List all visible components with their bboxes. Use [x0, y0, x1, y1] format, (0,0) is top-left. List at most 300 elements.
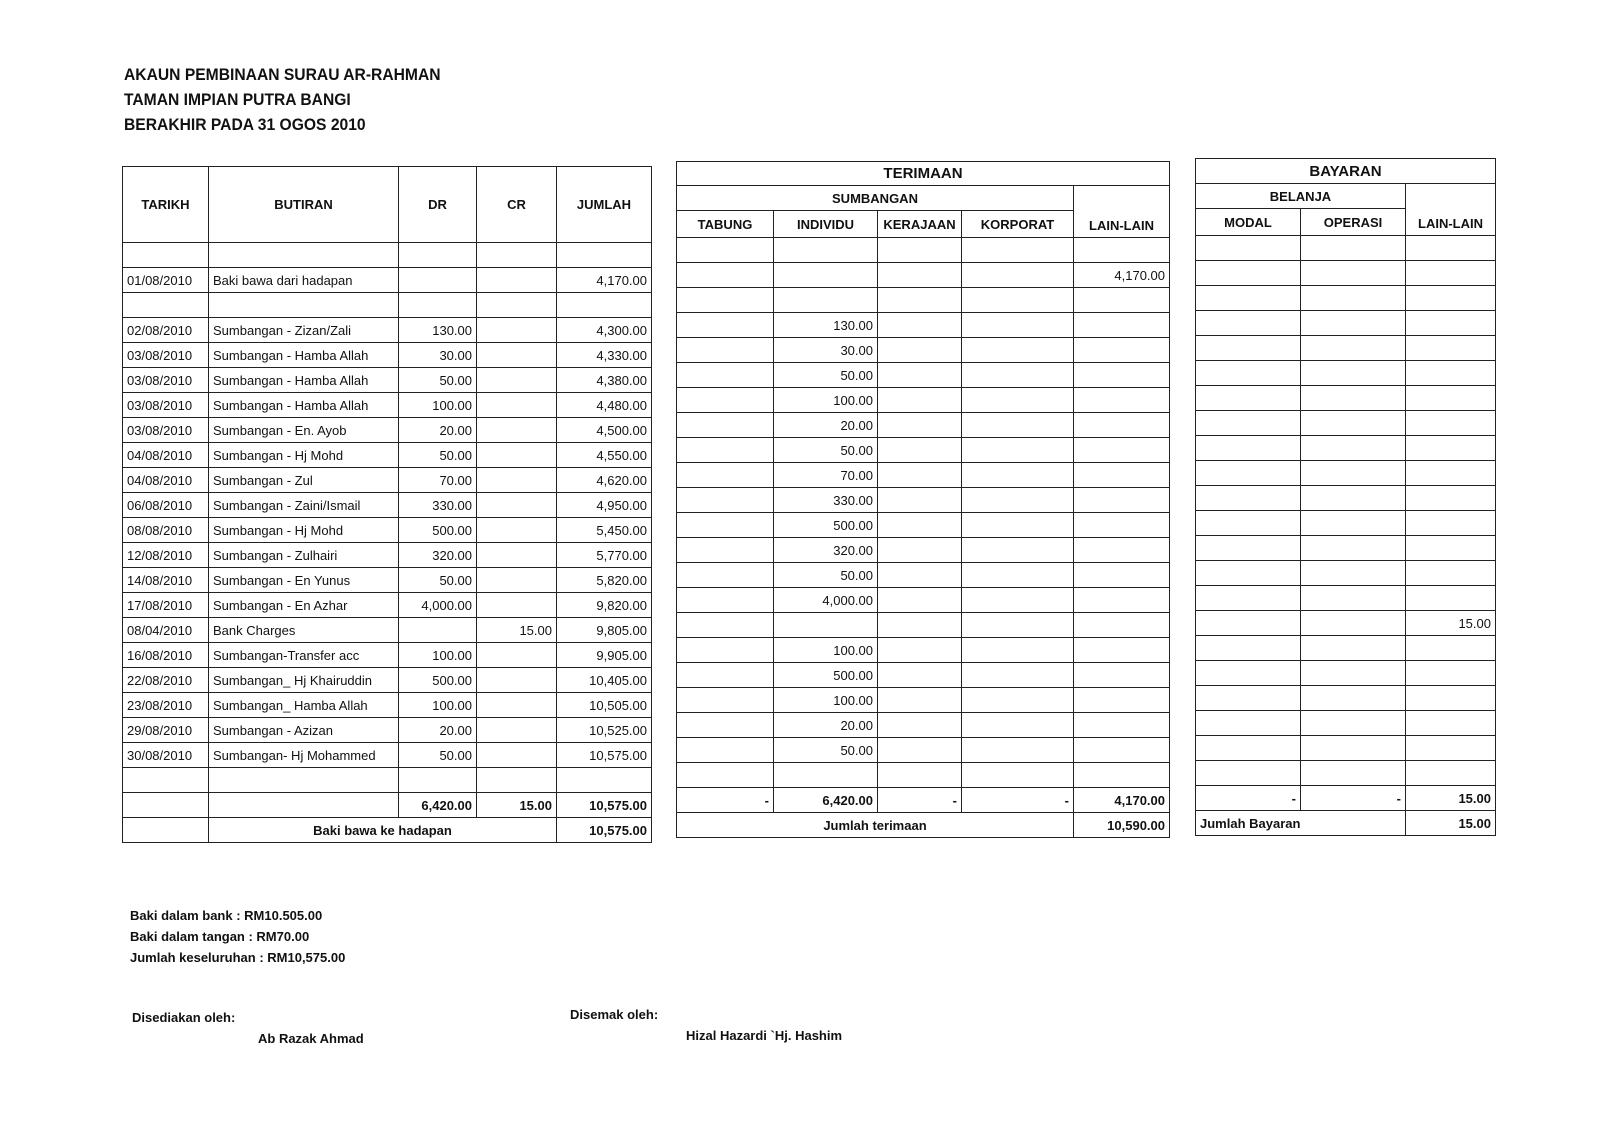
cell-operasi [1301, 661, 1406, 686]
table-row [1196, 711, 1496, 736]
table-row [677, 713, 1170, 738]
cell-tabung [677, 413, 774, 438]
cell-jumlah: 9,805.00 [557, 618, 652, 643]
cell-individu: 500.00 [774, 513, 878, 538]
cell-modal [1196, 736, 1301, 761]
cell-tarikh: 02/08/2010 [123, 318, 209, 343]
cell-kerajaan [878, 738, 962, 763]
cell-tabung [677, 438, 774, 463]
total-tabung: - [677, 788, 774, 813]
cell-tabung [677, 338, 774, 363]
table-row [677, 563, 1170, 588]
cell-jumlah: 4,480.00 [557, 393, 652, 418]
cell-lain-terimaan [1074, 238, 1170, 263]
col-modal: MODAL [1196, 209, 1301, 236]
cell-tarikh: 08/08/2010 [123, 518, 209, 543]
cell-tabung [677, 388, 774, 413]
total-modal: - [1196, 786, 1301, 811]
cell-lain-terimaan [1074, 638, 1170, 663]
table-row [123, 343, 652, 368]
cell-kerajaan [878, 363, 962, 388]
cell-kerajaan [878, 763, 962, 788]
cell-lain-bayaran: 15.00 [1406, 611, 1496, 636]
cell-jumlah: 4,380.00 [557, 368, 652, 393]
baki-value: 10,575.00 [557, 818, 652, 843]
cell-lain-terimaan [1074, 738, 1170, 763]
cell-tarikh: 14/08/2010 [123, 568, 209, 593]
table-row [123, 743, 652, 768]
cell-butiran [209, 293, 399, 318]
table-row [123, 718, 652, 743]
cell-cr: 15.00 [477, 618, 557, 643]
cell-lain-terimaan [1074, 363, 1170, 388]
cell-tarikh: 23/08/2010 [123, 693, 209, 718]
cell-modal [1196, 461, 1301, 486]
cell-butiran: Bank Charges [209, 618, 399, 643]
cell-individu: 320.00 [774, 538, 878, 563]
jumlah-terimaan-label: Jumlah terimaan [677, 813, 1074, 838]
cell-cr [477, 543, 557, 568]
cell-modal [1196, 286, 1301, 311]
cell-dr: 320.00 [399, 543, 477, 568]
cell-korporat [962, 413, 1074, 438]
cell-cr [477, 368, 557, 393]
table-row [1196, 461, 1496, 486]
cell-lain-bayaran [1406, 636, 1496, 661]
cell-dr: 50.00 [399, 568, 477, 593]
cell-dr [399, 293, 477, 318]
cell-lain-terimaan [1074, 663, 1170, 688]
cell-operasi [1301, 461, 1406, 486]
cell-modal [1196, 536, 1301, 561]
cell-operasi [1301, 561, 1406, 586]
table-row [677, 638, 1170, 663]
cell-korporat [962, 738, 1074, 763]
cell-cr [477, 593, 557, 618]
cell-operasi [1301, 436, 1406, 461]
cell-lain-bayaran [1406, 686, 1496, 711]
table-row [677, 438, 1170, 463]
cell-lain-bayaran [1406, 311, 1496, 336]
table-row [1196, 386, 1496, 411]
cell-dr [399, 618, 477, 643]
cell-butiran: Sumbangan_ Hamba Allah [209, 693, 399, 718]
cell-operasi [1301, 411, 1406, 436]
table-row [677, 263, 1170, 288]
cell-operasi [1301, 311, 1406, 336]
cell-individu: 50.00 [774, 363, 878, 388]
cell-dr: 500.00 [399, 668, 477, 693]
cell-tarikh: 01/08/2010 [123, 268, 209, 293]
cell-kerajaan [878, 688, 962, 713]
total-individu: 6,420.00 [774, 788, 878, 813]
table-row [123, 593, 652, 618]
cell-operasi [1301, 336, 1406, 361]
cell-dr: 4,000.00 [399, 593, 477, 618]
cell-individu [774, 288, 878, 313]
table-row [677, 363, 1170, 388]
table-row [123, 318, 652, 343]
col-individu: INDIVIDU [774, 211, 878, 238]
cell-lain-bayaran [1406, 761, 1496, 786]
baki-label: Baki bawa ke hadapan [209, 818, 557, 843]
table-row [123, 368, 652, 393]
cell-kerajaan [878, 463, 962, 488]
cell-jumlah: 9,905.00 [557, 643, 652, 668]
cell-korporat [962, 713, 1074, 738]
col-jumlah: JUMLAH [557, 167, 652, 243]
cell-lain-bayaran [1406, 561, 1496, 586]
cell-butiran [209, 768, 399, 793]
cell-jumlah: 10,525.00 [557, 718, 652, 743]
cell-korporat [962, 388, 1074, 413]
cell-individu: 100.00 [774, 638, 878, 663]
cell-lain-terimaan [1074, 513, 1170, 538]
table-row [677, 388, 1170, 413]
terimaan-header: TERIMAAN [677, 162, 1170, 186]
cell-tarikh: 03/08/2010 [123, 343, 209, 368]
table-row [123, 443, 652, 468]
cell-butiran: Sumbangan - En Yunus [209, 568, 399, 593]
terimaan-table [676, 161, 1170, 838]
table-row [1196, 636, 1496, 661]
cell-kerajaan [878, 288, 962, 313]
cell-cr [477, 343, 557, 368]
cell-kerajaan [878, 638, 962, 663]
cell-dr: 500.00 [399, 518, 477, 543]
cell-korporat [962, 488, 1074, 513]
cell-individu: 70.00 [774, 463, 878, 488]
cell-kerajaan [878, 488, 962, 513]
cell-korporat [962, 263, 1074, 288]
cell-butiran: Sumbangan - Zulhairi [209, 543, 399, 568]
cell-tarikh: 12/08/2010 [123, 543, 209, 568]
cell-butiran: Sumbangan - Zul [209, 468, 399, 493]
bayaran-table [1195, 158, 1496, 836]
table-row [1196, 611, 1496, 636]
cell-tarikh: 04/08/2010 [123, 468, 209, 493]
ledger-table [122, 166, 652, 843]
cell-individu [774, 263, 878, 288]
cell-lain-bayaran [1406, 436, 1496, 461]
cell-kerajaan [878, 538, 962, 563]
cell-cr [477, 268, 557, 293]
cell-operasi [1301, 761, 1406, 786]
table-row [1196, 436, 1496, 461]
cell-lain-terimaan [1074, 488, 1170, 513]
cell-tarikh [123, 768, 209, 793]
cell-dr: 30.00 [399, 343, 477, 368]
cell-butiran: Sumbangan-Transfer acc [209, 643, 399, 668]
cell-tabung [677, 238, 774, 263]
cell-korporat [962, 438, 1074, 463]
cell-lain-terimaan [1074, 313, 1170, 338]
cell-individu: 20.00 [774, 413, 878, 438]
cell-modal [1196, 261, 1301, 286]
cell-lain-bayaran [1406, 336, 1496, 361]
cell-dr: 50.00 [399, 368, 477, 393]
total-lain-bayaran: 15.00 [1406, 786, 1496, 811]
cell-lain-terimaan: 4,170.00 [1074, 263, 1170, 288]
table-row [123, 418, 652, 443]
cell-tarikh: 08/04/2010 [123, 618, 209, 643]
cell-lain-terimaan [1074, 613, 1170, 638]
cell-tabung [677, 313, 774, 338]
cell-butiran: Baki bawa dari hadapan [209, 268, 399, 293]
total-lain-terimaan: 4,170.00 [1074, 788, 1170, 813]
cell-jumlah: 4,500.00 [557, 418, 652, 443]
cell-tabung [677, 363, 774, 388]
cell-cr [477, 293, 557, 318]
cell-lain-terimaan [1074, 763, 1170, 788]
cell-modal [1196, 436, 1301, 461]
cell-korporat [962, 513, 1074, 538]
cell-korporat [962, 588, 1074, 613]
cell-individu [774, 613, 878, 638]
cell-individu: 100.00 [774, 388, 878, 413]
table-row [1196, 361, 1496, 386]
cell-modal [1196, 661, 1301, 686]
cell-dr: 20.00 [399, 718, 477, 743]
cell-kerajaan [878, 438, 962, 463]
table-row [123, 293, 652, 318]
cell-butiran: Sumbangan - Zaini/Ismail [209, 493, 399, 518]
cell-korporat [962, 313, 1074, 338]
cell-korporat [962, 638, 1074, 663]
cell-lain-bayaran [1406, 536, 1496, 561]
cell-tabung [677, 688, 774, 713]
cell-dr [399, 768, 477, 793]
cell-tabung [677, 588, 774, 613]
cell-kerajaan [878, 513, 962, 538]
cell-butiran: Sumbangan - En Azhar [209, 593, 399, 618]
cell-cr [477, 643, 557, 668]
cell-cr [477, 468, 557, 493]
note-tangan: Baki dalam tangan : RM70.00 [130, 929, 310, 944]
document-title [124, 62, 441, 137]
col-dr: DR [399, 167, 477, 243]
col-operasi: OPERASI [1301, 209, 1406, 236]
cell-dr: 130.00 [399, 318, 477, 343]
cell-jumlah: 4,170.00 [557, 268, 652, 293]
cell-operasi [1301, 711, 1406, 736]
table-row [1196, 736, 1496, 761]
table-row [677, 763, 1170, 788]
cell-operasi [1301, 361, 1406, 386]
cell-individu [774, 763, 878, 788]
cell-lain-bayaran [1406, 286, 1496, 311]
cell-jumlah [557, 293, 652, 318]
cell-lain-bayaran [1406, 586, 1496, 611]
cell-jumlah: 4,300.00 [557, 318, 652, 343]
cell-korporat [962, 688, 1074, 713]
cell-lain-bayaran [1406, 711, 1496, 736]
cell-cr [477, 568, 557, 593]
cell-cr [477, 443, 557, 468]
cell-butiran: Sumbangan - Azizan [209, 718, 399, 743]
bayaran-header: BAYARAN [1196, 159, 1496, 184]
cell-jumlah: 10,505.00 [557, 693, 652, 718]
cell-tabung [677, 288, 774, 313]
table-row [677, 313, 1170, 338]
table-row [1196, 236, 1496, 261]
cell-cr [477, 768, 557, 793]
cell-tarikh: 06/08/2010 [123, 493, 209, 518]
table-row [1196, 761, 1496, 786]
table-row [1196, 311, 1496, 336]
cell-cr [477, 318, 557, 343]
cell-korporat [962, 763, 1074, 788]
total-kerajaan: - [878, 788, 962, 813]
cell-lain-terimaan [1074, 563, 1170, 588]
table-row [123, 268, 652, 293]
cell-butiran: Sumbangan - Zizan/Zali [209, 318, 399, 343]
total-cr: 15.00 [477, 793, 557, 818]
cell-individu: 30.00 [774, 338, 878, 363]
table-row [123, 618, 652, 643]
cell-tarikh [123, 293, 209, 318]
cell-dr: 70.00 [399, 468, 477, 493]
cell-tabung [677, 613, 774, 638]
cell-jumlah [557, 243, 652, 268]
cell-cr [477, 693, 557, 718]
cell-jumlah: 5,770.00 [557, 543, 652, 568]
table-row [677, 288, 1170, 313]
note-keseluruhan: Jumlah keseluruhan : RM10,575.00 [130, 950, 346, 965]
cell-tabung [677, 713, 774, 738]
cell-operasi [1301, 536, 1406, 561]
cell-lain-terimaan [1074, 463, 1170, 488]
cell-modal [1196, 611, 1301, 636]
cell-jumlah: 4,550.00 [557, 443, 652, 468]
cell-modal [1196, 361, 1301, 386]
cell-jumlah: 5,820.00 [557, 568, 652, 593]
cell-individu: 4,000.00 [774, 588, 878, 613]
cell-tarikh: 16/08/2010 [123, 643, 209, 668]
cell-modal [1196, 636, 1301, 661]
cell-tabung [677, 488, 774, 513]
table-row [1196, 536, 1496, 561]
cell-operasi [1301, 686, 1406, 711]
table-row [123, 643, 652, 668]
cell-individu: 100.00 [774, 688, 878, 713]
title-line-3: BERAKHIR PADA 31 OGOS 2010 [124, 115, 366, 134]
table-row [677, 513, 1170, 538]
table-row [123, 543, 652, 568]
table-row [123, 568, 652, 593]
cell-operasi [1301, 586, 1406, 611]
table-row [1196, 411, 1496, 436]
cell-korporat [962, 663, 1074, 688]
cell-butiran: Sumbangan- Hj Mohammed [209, 743, 399, 768]
jumlah-terimaan-value: 10,590.00 [1074, 813, 1170, 838]
cell-butiran: Sumbangan - Hamba Allah [209, 368, 399, 393]
cell-kerajaan [878, 263, 962, 288]
table-row [677, 488, 1170, 513]
balance-notes [130, 905, 345, 968]
cell-lain-terimaan [1074, 688, 1170, 713]
cell-modal [1196, 561, 1301, 586]
cell-modal [1196, 486, 1301, 511]
checked-label: Disemak oleh: [570, 1007, 659, 1022]
table-row [123, 468, 652, 493]
belanja-header: BELANJA [1196, 184, 1406, 209]
cell-tabung [677, 463, 774, 488]
cell-jumlah: 5,450.00 [557, 518, 652, 543]
prepared-label: Disediakan oleh: [132, 1010, 236, 1025]
cell-modal [1196, 336, 1301, 361]
cell-tarikh: 22/08/2010 [123, 668, 209, 693]
cell-kerajaan [878, 713, 962, 738]
total-jumlah: 10,575.00 [557, 793, 652, 818]
cell-tarikh: 29/08/2010 [123, 718, 209, 743]
cell-modal [1196, 761, 1301, 786]
cell-tarikh: 17/08/2010 [123, 593, 209, 618]
cell-lain-terimaan [1074, 588, 1170, 613]
table-row [677, 413, 1170, 438]
cell-individu: 50.00 [774, 563, 878, 588]
cell-kerajaan [878, 613, 962, 638]
note-bank: Baki dalam bank : RM10.505.00 [130, 908, 323, 923]
summary-blank [123, 818, 209, 843]
cell-modal [1196, 686, 1301, 711]
cell-modal [1196, 311, 1301, 336]
table-row [123, 693, 652, 718]
prepared-name: Ab Razak Ahmad [258, 1031, 364, 1046]
cell-operasi [1301, 261, 1406, 286]
table-row [1196, 511, 1496, 536]
cell-korporat [962, 563, 1074, 588]
cell-cr [477, 493, 557, 518]
table-row [677, 588, 1170, 613]
cell-korporat [962, 363, 1074, 388]
cell-kerajaan [878, 588, 962, 613]
col-cr: CR [477, 167, 557, 243]
cell-kerajaan [878, 238, 962, 263]
jumlah-bayaran-value: 15.00 [1406, 811, 1496, 836]
cell-lain-terimaan [1074, 288, 1170, 313]
cell-cr [477, 243, 557, 268]
cell-tarikh: 03/08/2010 [123, 368, 209, 393]
cell-modal [1196, 511, 1301, 536]
cell-lain-terimaan [1074, 338, 1170, 363]
title-line-1: AKAUN PEMBINAAN SURAU AR-RAHMAN [124, 65, 441, 84]
cell-modal [1196, 386, 1301, 411]
cell-operasi [1301, 286, 1406, 311]
cell-individu: 50.00 [774, 438, 878, 463]
col-lain-lain-terimaan: LAIN-LAIN [1074, 186, 1170, 238]
table-row [1196, 261, 1496, 286]
cell-lain-bayaran [1406, 411, 1496, 436]
cell-korporat [962, 338, 1074, 363]
cell-kerajaan [878, 388, 962, 413]
table-row [677, 688, 1170, 713]
cell-butiran: Sumbangan - Hj Mohd [209, 518, 399, 543]
cell-individu: 130.00 [774, 313, 878, 338]
cell-lain-bayaran [1406, 486, 1496, 511]
cell-kerajaan [878, 338, 962, 363]
total-blank [123, 793, 209, 818]
cell-lain-bayaran [1406, 236, 1496, 261]
checked-name: Hizal Hazardi `Hj. Hashim [686, 1028, 843, 1043]
total-operasi: - [1301, 786, 1406, 811]
cell-individu: 500.00 [774, 663, 878, 688]
cell-cr [477, 668, 557, 693]
table-row [1196, 561, 1496, 586]
col-butiran: BUTIRAN [209, 167, 399, 243]
cell-tabung [677, 263, 774, 288]
cell-tabung [677, 538, 774, 563]
